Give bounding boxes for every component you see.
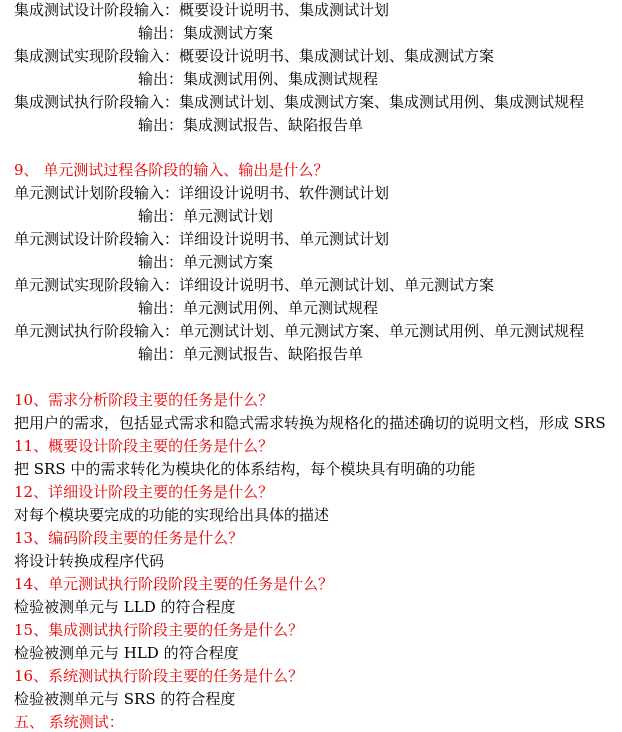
question-15-heading: 15、集成测试执行阶段主要的任务是什么？: [14, 621, 304, 639]
answer-16: 检验被测单元与 SRS 的符合程度: [14, 690, 236, 708]
unit-plan-output: 输出：单元测试计划: [138, 207, 274, 225]
integration-design-output: 输出：集成测试方案: [138, 24, 274, 42]
question-9-heading: 9、 单元测试过程各阶段的输入、输出是什么？: [14, 161, 329, 179]
unit-design-output: 输出：单元测试方案: [138, 253, 274, 271]
answer-11: 把 SRS 中的需求转化为模块化的体系结构，每个模块具有明确的功能: [14, 460, 476, 478]
integration-impl-output: 输出：集成测试用例、集成测试规程: [138, 70, 379, 88]
integration-exec-input: 集成测试执行阶段输入：集成测试计划、集成测试方案、集成测试用例、集成测试规程: [14, 93, 585, 111]
question-14-heading: 14、单元测试执行阶段阶段主要的任务是什么？: [14, 575, 334, 593]
answer-13: 将设计转换成程序代码: [14, 552, 165, 570]
unit-exec-output: 输出：单元测试报告、缺陷报告单: [138, 345, 364, 363]
unit-design-input: 单元测试设计阶段输入：详细设计说明书、单元测试计划: [14, 230, 390, 248]
question-16-heading: 16、系统测试执行阶段主要的任务是什么？: [14, 667, 304, 685]
answer-14: 检验被测单元与 LLD 的符合程度: [14, 598, 236, 616]
answer-12: 对每个模块要完成的功能的实现给出具体的描述: [14, 506, 330, 524]
unit-impl-input: 单元测试实现阶段输入：详细设计说明书、单元测试计划、单元测试方案: [14, 276, 495, 294]
question-10-heading: 10、需求分析阶段主要的任务是什么？: [14, 391, 274, 409]
unit-plan-input: 单元测试计划阶段输入：详细设计说明书、软件测试计划: [14, 184, 390, 202]
integration-impl-input: 集成测试实现阶段输入：概要设计说明书、集成测试计划、集成测试方案: [14, 47, 495, 65]
question-11-heading: 11、概要设计阶段主要的任务是什么？: [14, 437, 274, 455]
question-13-heading: 13、编码阶段主要的任务是什么？: [14, 529, 244, 547]
question-12-heading: 12、详细设计阶段主要的任务是什么？: [14, 483, 274, 501]
integration-design-input: 集成测试设计阶段输入：概要设计说明书、集成测试计划: [14, 1, 390, 19]
integration-exec-output: 输出：集成测试报告、缺陷报告单: [138, 116, 364, 134]
unit-impl-output: 输出：单元测试用例、单元测试规程: [138, 299, 379, 317]
answer-15: 检验被测单元与 HLD 的符合程度: [14, 644, 239, 662]
unit-exec-input: 单元测试执行阶段输入：单元测试计划、单元测试方案、单元测试用例、单元测试规程: [14, 322, 585, 340]
answer-10: 把用户的需求，包括显式需求和隐式需求转换为规格化的描述确切的说明文档，形成 SRS: [14, 414, 606, 432]
section-five-heading: 五、 系统测试：: [14, 713, 124, 731]
